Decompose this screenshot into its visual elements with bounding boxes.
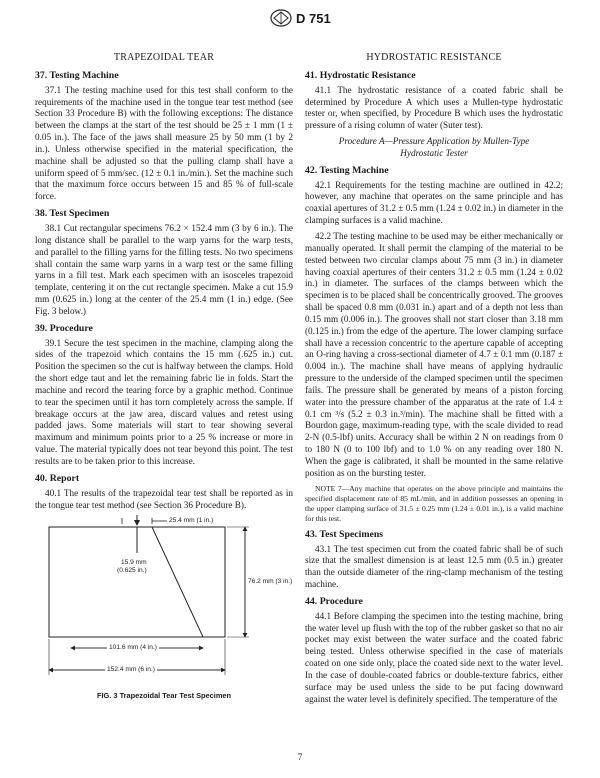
para-39-1: 39.1 Secure the test specimen in the machine, clamping along the sides of the trapezoid which contains the 15 mm (.625 in.) cut. Position the specimen so the cut is halfway between the clamps. Hold the short edge taut and let the remaining fabric lie in folds. Start the machine and record the tearing force by a graphic method. Continue to tear the specimen until it has torn completely across the sample. If breakage occurs at the jaw area, discard values and retest using padded jaws. Some materials will start to tear showing several maximum and minimum points prior to a 25 % increase or more in value. The material typically does not tear beyond this point. The test results are to be taken prior to this increase.	[35, 337, 293, 466]
heading-43: 43. Test Specimens	[305, 528, 384, 540]
right-column	[305, 52, 563, 710]
para-43-1: 43.1 The test specimen cut from the coated fabric shall be of such size that the smallest dimension is at least 12.5 mm (0.5 in.) greater than the outside diameter of the ring-clamp mechanism of the testing machine.	[305, 543, 563, 590]
designation: D 751	[296, 11, 331, 26]
procedure-a-heading	[305, 136, 563, 160]
heading-41: 41. Hydrostatic Resistance	[305, 69, 416, 81]
page-number: 7	[297, 752, 303, 762]
para-40-1: 40.1 The results of the trapezoidal tear test shall be reported as in the tongue tear test method (see Section 36 Procedure B).	[35, 487, 293, 510]
heading-42: 42. Testing Machine	[305, 164, 389, 176]
figure-caption: FIG. 3 Trapezoidal Tear Test Specimen	[96, 691, 232, 701]
heading-40: 40. Report	[35, 472, 80, 484]
section-heading: HYDROSTATIC RESISTANCE	[366, 52, 502, 63]
page-header	[0, 6, 600, 32]
heading-37: 37. Testing Machine	[35, 69, 119, 81]
heading-39: 39. Procedure	[35, 322, 93, 334]
para-44-1: 44.1 Before clamping the specimen into the testing machine, bring the water level up flush with the top of the rubber gasket so that no air pocket may exist between the water surface and the coated fabric being tested. Unless otherwise specified in the case of materials coated on one side only, place the coated side next to the water level. In the case of double-coated fabrics or double-texture fabrics, either surface may be used unless the side to be put facing downward against the water level is definitely specified. The temperature of the	[305, 610, 563, 704]
specimen-width-label: 152.4 mm (6 in.)	[107, 666, 156, 674]
trapezoid-diagram	[35, 515, 293, 687]
para-41-1: 41.1 The hydrostatic resistance of a coated fabric shall be determined by Procedure A which uses a Mullen-type hydrostatic tester or, when specified, by Procedure B which uses the hydrostatic pressure of a rising column of water (Suter test).	[305, 84, 563, 131]
astm-logo-icon	[270, 9, 292, 27]
cut-length-label: 15.9 mm	[121, 559, 147, 567]
para-42-1: 42.1 Requirements for the testing machine are outlined in 42.2; however, any machine that operates on the same principle and has coaxial apertures of 31.2 ± 0.5 mm (1.24 ± 0.02 in.) in diameter in the clamping surfaces is a valid machine.	[305, 179, 563, 226]
heading-38: 38. Test Specimen	[35, 208, 110, 220]
para-38-1: 38.1 Cut rectangular specimens 76.2 × 152.4 mm (3 by 6 in.). The long distance shall be parallel to the warp yarns for the warp tests, and parallel to the filling yarns for the filling tests. No two specimens shall contain the same warp yarns in a warp test or the same filling yarns in a fill test. Mark each specimen with an isosceles trapezoid template, centering it on the cut rectangle specimen. Make a cut 15.9 mm (0.625 in.) long at the center of the 25.4 mm (1 in.) edge. (See Fig. 3 below.)	[35, 222, 293, 316]
base-width-label: 101.6 mm (4 in.)	[109, 644, 158, 652]
para-42-2: 42.2 The testing machine to be used may be either mechanically or manually operated. It shall permit the clamping of the material to be tested between two circular clamps about 75 mm (3 in.) in diameter having coaxial apertures of their centers 31.2 ± 0.5 mm (1.24 ± 0.02 in.) in diameter. The surfaces of the clamps between which the specimen is to be placed shall be concentrically grooved. The grooves shall be spaced 0.8 mm (0.031 in.) apart and of a depth not less than 0.15 mm (0.006 in.). The grooves shall not start closer than 3.18 mm (0.125 in.) from the edge of the aperture. The lower clamping surface shall have a recession concentric to the aperture capable of accepting an O-ring having a cross-sectional diameter of 4.7 ± 0.1 mm (0.187 ± 0.004 in.). The machine shall have means of applying hydraulic pressure to the underside of the clamped specimen until the specimen fails. The pressure shall be generated by means of a piston forcing water into the pressure chamber of the apparatus at the rate of 1.4 ± 0.1 cm ³/s (5.2 ± 0.3 in.³/min). The machine shall be fitted with a Bourdon gage, maximum-reading type, with the scale divided to read 2-N (0.5-lbf) units. Accuracy shall be within 2 N on readings from 0 to 180 N (0 to 100 lbf) and to 1.0 % on any reading over 180 N. When the gage is calibrated, it shall be mounted in the same relative position as on the bursting tester.	[305, 230, 563, 478]
left-column	[35, 52, 293, 700]
height-label: 76.2 mm (3 in.)	[248, 578, 293, 586]
section-heading: TRAPEZOIDAL TEAR	[113, 52, 215, 63]
cut-length-inch-label: (0.625 in.)	[117, 567, 147, 575]
para-37-1: 37.1 The testing machine used for this test shall conform to the requirements of the machine used in the tongue tear test method (see Section 33 Procedure B) with the following exceptions: The distance between the clamps at the start of the test should be 25 ± 1 mm (1 ± 0.05 in.). The face of the jaws shall measure 25 by 50 mm (1 by 2 in.). Unless otherwise specified in the material specification, the machine shall be adjusted so that the pulling clamp shall have a uniform speed of 5 mm/sec. (12 ± 0.1 in./min.). Set the machine such that the maximum force occurs between 15 and 85 % of full-scale force.	[35, 84, 293, 202]
figure-3	[35, 515, 293, 700]
procedure-a-line-1: Procedure A—Pressure Application by Mullen-Type	[338, 136, 530, 147]
top-width-label: 25.4 mm (1 in.)	[169, 517, 214, 525]
heading-44: 44. Procedure	[305, 595, 363, 607]
note-7: NOTE 7—Any machine that operates on the above principle and maintains the specified displacement rate of 85 mL/min, and in addition possesses an opening in the upper clamping surface of 31.5 ± 0.25 mm (1.24 ± 0.01 in.), is a valid machine for this test.	[305, 483, 563, 523]
procedure-a-line-2: Hydrostatic Tester	[400, 147, 468, 158]
